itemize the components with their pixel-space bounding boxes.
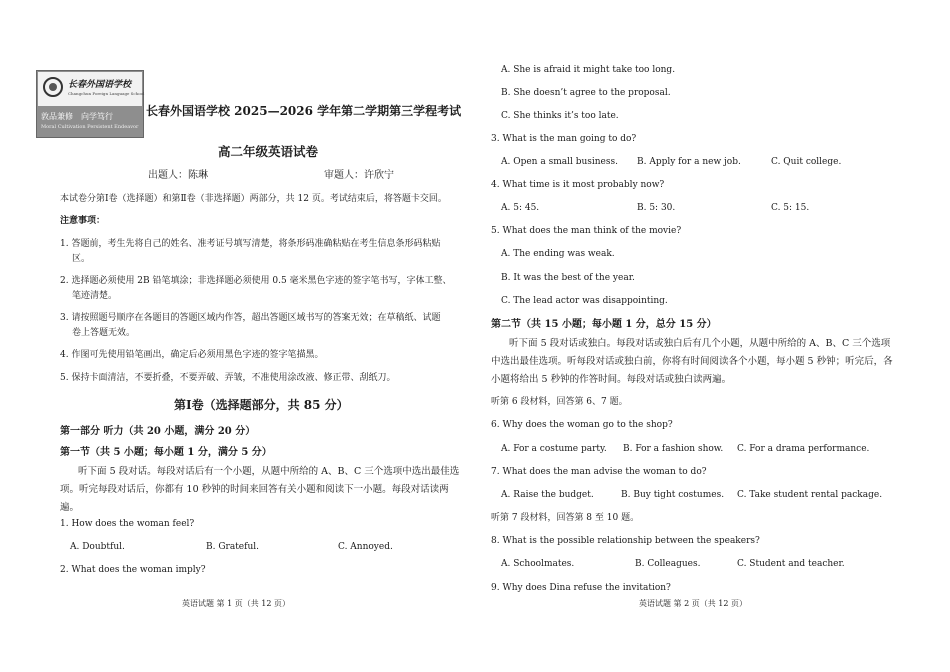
- q2-option-a: A. She is afraid it might take too long.: [501, 65, 676, 75]
- section-1-instructions: 听下面 5 段对话。每段对话后有一个小题，从题中所给的 A、B、C 三个选项中选出最佳选项。听完每段对话后，你都有 10 秒钟的时间来回答有关小题和阅读下一小题。每段对话读两遍。: [60, 466, 460, 513]
- school-seal-icon: [43, 77, 63, 97]
- exam-subtitle: 高二年级英语试卷: [218, 144, 319, 159]
- question-4: 4. What time is it most probably now?: [491, 180, 665, 190]
- q1-option-a: A. Doubtful.: [70, 542, 125, 552]
- q4-option-b: B. 5: 30.: [637, 203, 676, 213]
- question-5: 5. What does the man think of the movie?: [491, 226, 682, 236]
- right-page: [475, 0, 950, 672]
- logo-school-name: 长春外国语学校: [68, 80, 132, 90]
- q3-option-b: B. Apply for a new job.: [637, 157, 741, 167]
- q2-option-c: C. She thinks it’s too late.: [501, 111, 619, 121]
- q3-option-c: C. Quit college.: [771, 157, 842, 167]
- material-6-note: 听第 6 段材料，回答第 6、7 题。: [491, 397, 628, 407]
- q1-option-b: B. Grateful.: [206, 542, 260, 552]
- q3-option-a: A. Open a small business.: [501, 157, 618, 167]
- logo-motto: 敦品兼修 向学笃行: [41, 112, 113, 121]
- logo-school-name-en: Changchun Foreign Language School: [68, 91, 145, 96]
- note-1: 1. 答题前，考生先将自己的姓名、准考证号填写清楚，将条形码准确粘贴在考生信息条形码粘贴: [60, 239, 441, 249]
- section-2-instructions: 听下面 5 段对话或独白。每段对话或独白后有几个小题，从题中所给的 A、B、C 三个选项中选出最佳选项。听每段对话或独白前，你将有时间阅读各个小题，每小题 5 秒钟；听完后，各小题将给出 5 秒钟的作答时间。每段对话或独白读两遍。: [491, 338, 893, 385]
- material-7-note: 听第 7 段材料，回答第 8 至 10 题。: [491, 513, 640, 523]
- q5-option-c: C. The lead actor was disappointing.: [501, 296, 668, 306]
- question-1: 1. How does the woman feel?: [60, 519, 195, 529]
- note-4: 4. 作图可先使用铅笔画出，确定后必须用黑色字迹的签字笔描黑。: [60, 350, 324, 360]
- q5-option-a: A. The ending was weak.: [501, 249, 615, 259]
- q8-option-a: A. Schoolmates.: [501, 559, 575, 569]
- note-3-cont: 卷上答题无效。: [72, 328, 136, 338]
- section-1-heading: 第一节（共 5 小题；每小题 1 分，满分 5 分）: [60, 447, 272, 458]
- q6-option-c: C. For a drama performance.: [737, 444, 870, 454]
- logo-header: [38, 72, 145, 106]
- page-footer-left: 英语试题 第 1 页（共 12 页）: [182, 599, 290, 608]
- notes-title: 注意事项：: [60, 216, 106, 226]
- q7-option-a: A. Raise the budget.: [501, 490, 594, 500]
- q6-option-b: B. For a fashion show.: [623, 444, 724, 454]
- q5-option-b: B. It was the best of the year.: [501, 273, 635, 283]
- question-6: 6. Why does the woman go to the shop?: [491, 420, 673, 430]
- note-2: 2. 选择题必须使用 2B 铅笔填涂；非选择题必须使用 0.5 毫米黑色字迹的签字笔书写，字体工整、: [60, 276, 452, 286]
- q7-option-c: C. Take student rental package.: [737, 490, 883, 500]
- note-3: 3. 请按照题号顺序在各题目的答题区域内作答，超出答题区域书写的答案无效；在草稿纸、试题: [60, 313, 441, 323]
- school-logo: [36, 70, 144, 138]
- q4-option-c: C. 5: 15.: [771, 203, 810, 213]
- q4-option-a: A. 5: 45.: [501, 203, 540, 213]
- q7-option-b: B. Buy tight costumes.: [621, 490, 725, 500]
- page-footer-right: 英语试题 第 2 页（共 12 页）: [639, 599, 747, 608]
- q8-option-b: B. Colleagues.: [635, 559, 701, 569]
- note-5: 5. 保持卡面清洁，不要折叠，不要弄破、弄皱，不准使用涂改液、修正带、刮纸刀。: [60, 373, 396, 383]
- question-7: 7. What does the man advise the woman to do?: [491, 467, 707, 477]
- reviewer: 审题人：许欣宁: [324, 170, 394, 181]
- question-2: 2. What does the woman imply?: [60, 565, 206, 575]
- q2-option-b: B. She doesn’t agree to the proposal.: [501, 88, 671, 98]
- exam-title: 长春外国语学校 2025—2026 学年第二学期第三学程考试: [146, 104, 462, 118]
- question-3: 3. What is the man going to do?: [491, 134, 637, 144]
- note-2-cont: 笔迹清楚。: [72, 291, 118, 301]
- intro-text: 本试卷分第Ⅰ卷（选择题）和第Ⅱ卷（非选择题）两部分，共 12 页。考试结束后，将答题卡交回。: [60, 194, 447, 204]
- note-1-cont: 区。: [72, 254, 91, 264]
- question-9: 9. Why does Dina refuse the invitation?: [491, 583, 671, 593]
- q1-option-c: C. Annoyed.: [338, 542, 393, 552]
- logo-motto-en: Moral Cultivation Persistent Endeavor: [41, 124, 139, 130]
- volume-1-heading: 第Ⅰ卷（选择题部分，共 85 分）: [174, 398, 349, 412]
- author: 出题人：陈琳: [148, 170, 208, 181]
- part-1-heading: 第一部分 听力（共 20 小题，满分 20 分）: [60, 426, 256, 437]
- q8-option-c: C. Student and teacher.: [737, 559, 845, 569]
- section-2-heading: 第二节（共 15 小题；每小题 1 分，总分 15 分）: [491, 319, 717, 330]
- question-8: 8. What is the possible relationship between the speakers?: [491, 536, 760, 546]
- q6-option-a: A. For a costume party.: [501, 444, 607, 454]
